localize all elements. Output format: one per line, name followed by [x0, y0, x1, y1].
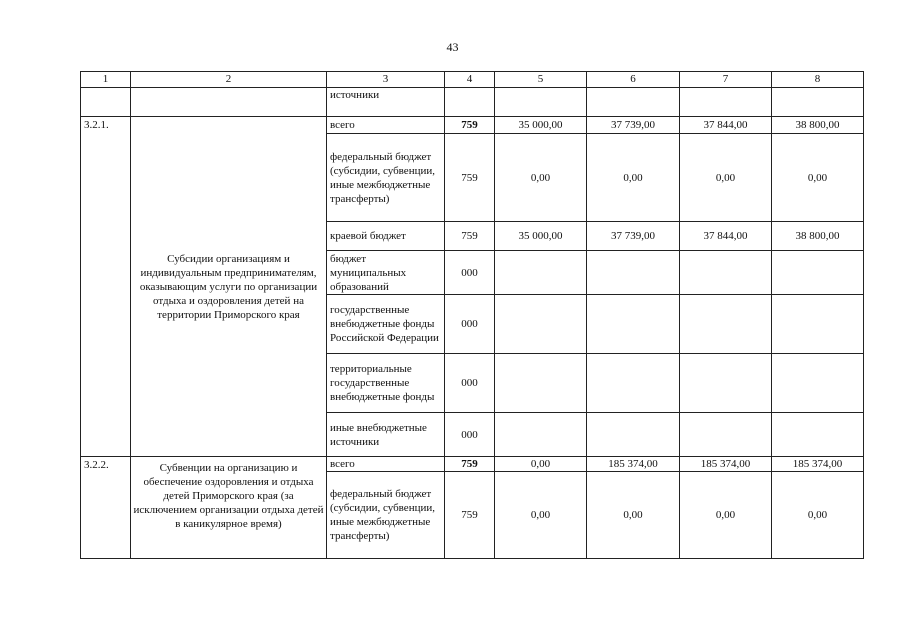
value-cell: 185 374,00: [587, 457, 680, 472]
value-cell: [772, 413, 864, 457]
page-number: 43: [446, 40, 459, 54]
value-cell: 35 000,00: [495, 222, 587, 251]
code-cell: 759: [445, 134, 495, 222]
value-cell: [772, 251, 864, 295]
budget-table: [80, 71, 864, 559]
source-cell: федеральный бюджет (субсидии, субвенции, иные межбюджетные трансферты): [327, 134, 445, 222]
value-cell: [587, 413, 680, 457]
value-cell: 0,00: [680, 472, 772, 559]
code-cell: 759: [445, 457, 495, 472]
item-name: Субвенции на организацию и обеспечение оздоровления и отдыха детей Приморского края (за исключением организации отдыха детей в каникулярное время): [131, 457, 327, 559]
table-row: [81, 117, 864, 134]
value-cell: 0,00: [587, 134, 680, 222]
value-cell: [772, 295, 864, 354]
header-row: [81, 72, 864, 88]
value-cell: 0,00: [495, 134, 587, 222]
value-cell: 37 844,00: [680, 117, 772, 134]
item-number: 3.2.2.: [81, 457, 131, 559]
table-row: [81, 88, 864, 117]
source-cell: государственные внебюджетные фонды Российской Федерации: [327, 295, 445, 354]
header-cell: 7: [680, 72, 772, 88]
value-cell: 0,00: [495, 457, 587, 472]
header-cell: 4: [445, 72, 495, 88]
header-cell: 2: [131, 72, 327, 88]
source-cell: территориальные государственные внебюджетные фонды: [327, 354, 445, 413]
source-cell: источники: [327, 88, 445, 117]
value-cell: 38 800,00: [772, 117, 864, 134]
code-cell: 759: [445, 222, 495, 251]
source-cell: краевой бюджет: [327, 222, 445, 251]
value-cell: [587, 251, 680, 295]
header-cell: 6: [587, 72, 680, 88]
value-cell: [680, 413, 772, 457]
source-cell: бюджет муниципальных образований: [327, 251, 445, 295]
value-cell: [680, 251, 772, 295]
source-cell: федеральный бюджет (субсидии, субвенции, иные межбюджетные трансферты): [327, 472, 445, 559]
header-cell: 3: [327, 72, 445, 88]
code-cell: 000: [445, 413, 495, 457]
header-cell: 8: [772, 72, 864, 88]
header-cell: 1: [81, 72, 131, 88]
item-number: 3.2.1.: [81, 117, 131, 457]
value-cell: 38 800,00: [772, 222, 864, 251]
value-cell: 0,00: [495, 472, 587, 559]
value-cell: [495, 354, 587, 413]
value-cell: 37 739,00: [587, 222, 680, 251]
value-cell: 0,00: [587, 472, 680, 559]
source-cell: всего: [327, 457, 445, 472]
source-cell: иные внебюджетные источники: [327, 413, 445, 457]
value-cell: 37 844,00: [680, 222, 772, 251]
value-cell: [587, 354, 680, 413]
source-cell: всего: [327, 117, 445, 134]
value-cell: [495, 295, 587, 354]
code-cell: 759: [445, 472, 495, 559]
code-cell: 000: [445, 295, 495, 354]
value-cell: 0,00: [680, 134, 772, 222]
value-cell: 185 374,00: [772, 457, 864, 472]
value-cell: [680, 354, 772, 413]
value-cell: [680, 295, 772, 354]
item-name: Субсидии организациям и индивидуальным предпринимателям, оказывающим услуги по организации отдыха и оздоровления детей на территории Приморского края: [131, 117, 327, 457]
code-cell: 000: [445, 251, 495, 295]
value-cell: [587, 295, 680, 354]
code-cell: 759: [445, 117, 495, 134]
value-cell: [772, 354, 864, 413]
value-cell: 0,00: [772, 134, 864, 222]
value-cell: 185 374,00: [680, 457, 772, 472]
header-cell: 5: [495, 72, 587, 88]
value-cell: 0,00: [772, 472, 864, 559]
value-cell: 35 000,00: [495, 117, 587, 134]
value-cell: 37 739,00: [587, 117, 680, 134]
value-cell: [495, 251, 587, 295]
code-cell: 000: [445, 354, 495, 413]
value-cell: [495, 413, 587, 457]
table-row: [81, 457, 864, 472]
